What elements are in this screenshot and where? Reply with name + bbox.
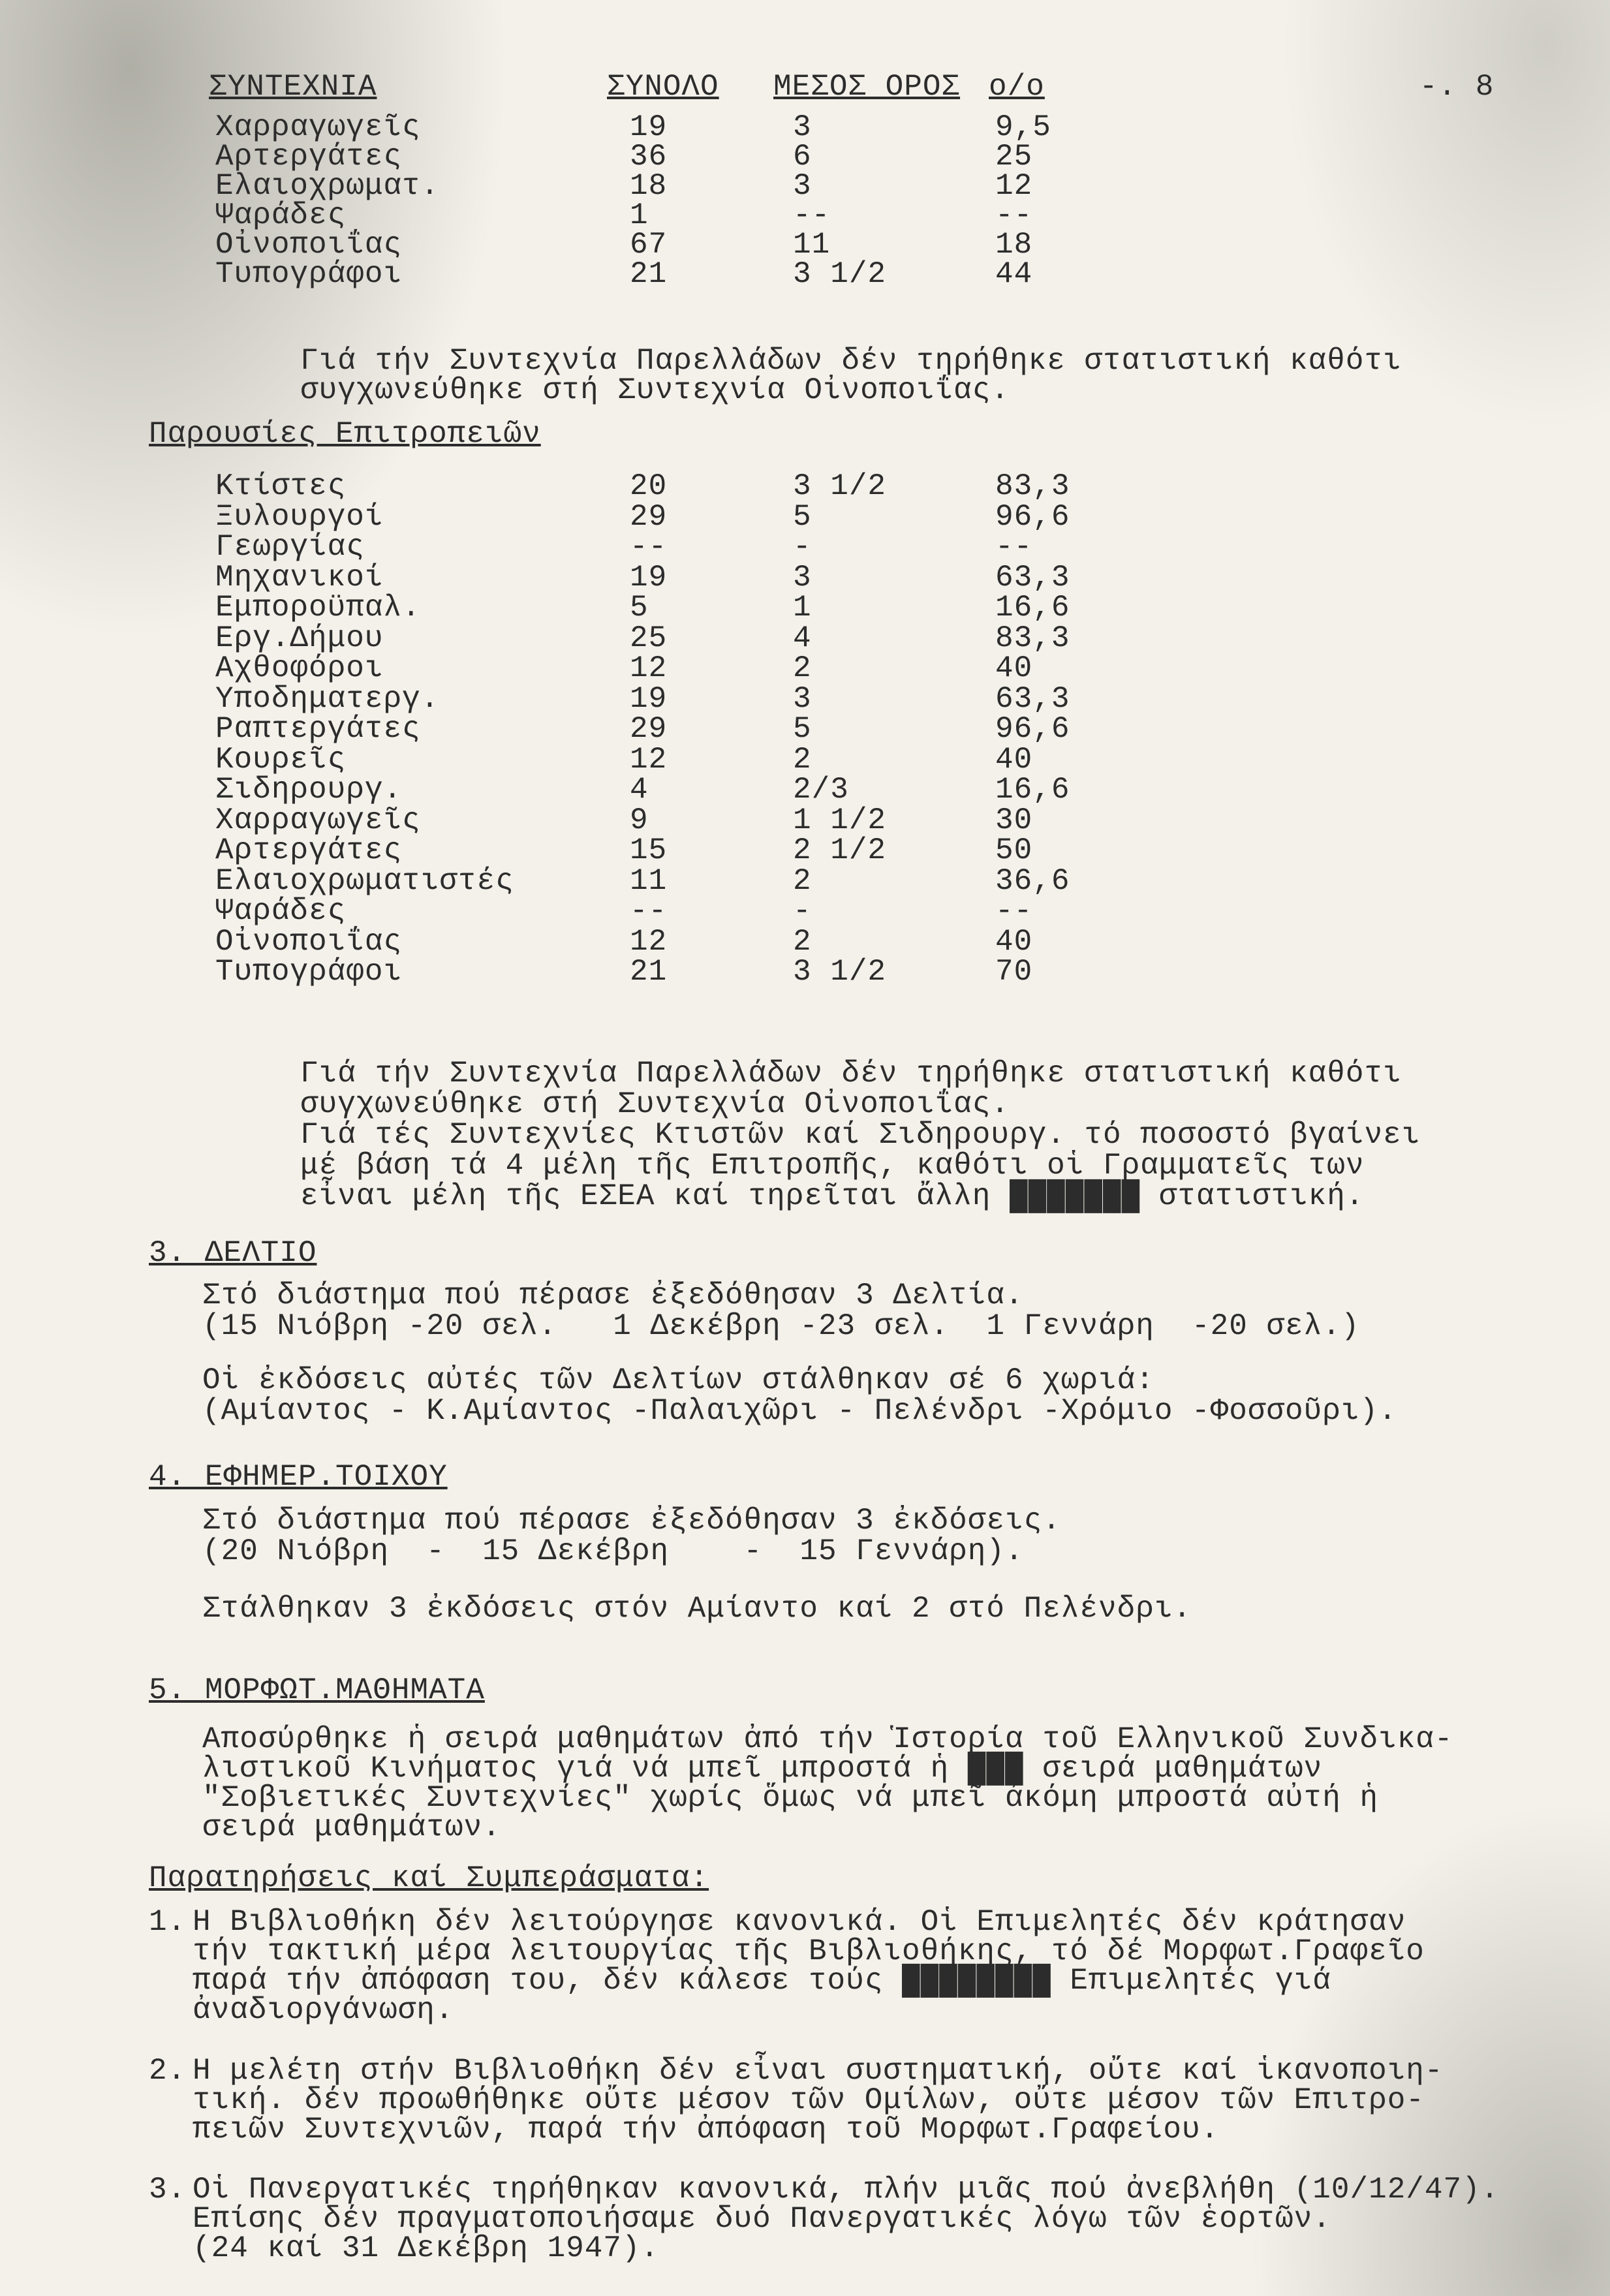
page-number: -. 8	[1419, 70, 1494, 104]
col-header-pct: ο/ο	[989, 70, 1045, 104]
union-name: Χαρραγωγεῖς	[215, 110, 421, 144]
table-row	[215, 773, 1129, 806]
pct-value: 96,6	[995, 499, 1070, 534]
total-value: 1	[630, 198, 649, 232]
avg-value: 4	[793, 621, 812, 655]
text-line: μέ βάση τά 4 μέλη τῆς Επιτροπῆς, καθότι οἱ Γραμματεῖς των	[300, 1149, 1365, 1183]
table-row	[215, 622, 1129, 655]
pct-value: 83,3	[995, 469, 1070, 503]
table-row	[215, 470, 1129, 503]
avg-value: -	[793, 894, 812, 928]
avg-value: 3	[793, 110, 812, 144]
total-value: 9	[630, 803, 649, 837]
pct-value: 16,6	[995, 773, 1070, 807]
pct-value: --	[995, 530, 1033, 564]
observation-line: Η Βιβλιοθήκη δέν λειτούργησε κανονικά. Οἱ Επιμελητές δέν κράτησαν	[193, 1905, 1406, 1939]
avg-value: 2	[793, 863, 812, 898]
total-value: 5	[630, 591, 649, 625]
total-value: 25	[630, 621, 668, 655]
section-5-title: 5. ΜΟΡΦΩΤ.ΜΑΘΗΜΑΤΑ	[149, 1673, 485, 1707]
avg-value: 3 1/2	[793, 955, 887, 989]
union-name: Κτίστες	[215, 469, 347, 503]
avg-value: 2	[793, 651, 812, 685]
observation-line: ἀναδιοργάνωση.	[193, 1993, 454, 2027]
table-row	[215, 170, 1129, 202]
table-row	[215, 591, 1129, 624]
text-line: Γιά τήν Συντεχνία Παρελλάδων δέν τηρήθηκε στατιστική καθότι	[300, 1057, 1402, 1091]
observation-number: 3.	[149, 2173, 187, 2207]
union-name: Μηχανικοί	[215, 560, 384, 595]
pct-value: 83,3	[995, 621, 1070, 655]
union-name: Κουρεῖς	[215, 742, 347, 777]
avg-value: 5	[793, 499, 812, 534]
total-value: 29	[630, 499, 668, 534]
observation-line: Οἱ Πανεργατικές τηρήθηκαν κανονικά, πλήν μιᾶς πού ἀνεβλήθη (10/12/47).	[193, 2173, 1500, 2207]
total-value: 12	[630, 651, 668, 685]
pct-value: 50	[995, 833, 1033, 867]
total-value: 19	[630, 681, 668, 716]
avg-value: 3	[793, 681, 812, 716]
union-name: Χαρραγωγεῖς	[215, 803, 421, 837]
total-value: 21	[630, 955, 668, 989]
text-line: συγχωνεύθηκε στή Συντεχνία Οἰνοποιΐας.	[300, 1087, 1010, 1121]
text-line: (Αμίαντος - Κ.Αμίαντος -Παλαιχῶρι - Πελένδρι -Χρόμιο -Φοσσοῦρι).	[202, 1394, 1397, 1428]
table-row	[215, 804, 1129, 837]
pct-value: 18	[995, 228, 1033, 262]
union-name: Ελαιοχρωματ.	[215, 169, 440, 203]
pct-value: --	[995, 198, 1033, 232]
avg-value: 11	[793, 228, 831, 262]
pct-value: 9,5	[995, 110, 1051, 144]
pct-value: 36,6	[995, 863, 1070, 898]
total-value: 29	[630, 712, 668, 746]
union-name: Ελαιοχρωματιστές	[215, 863, 514, 898]
pct-value: 63,3	[995, 560, 1070, 595]
total-value: 4	[630, 773, 649, 807]
union-name: Οἰνοποιΐας	[215, 924, 403, 959]
union-name: Αρτεργάτες	[215, 833, 403, 867]
text-line: Γιά τές Συντεχνίες Κτιστῶν καί Σιδηρουργ. τό ποσοστό βγαίνει	[300, 1118, 1421, 1152]
total-value: --	[630, 530, 668, 564]
total-value: 20	[630, 469, 668, 503]
text-line: Στάλθηκαν 3 ἐκδόσεις στόν Αμίαντο καί 2 στό Πελένδρι.	[202, 1592, 1192, 1626]
pct-value: 44	[995, 257, 1033, 291]
table-row	[215, 683, 1129, 715]
text-line: Γιά τήν Συντεχνία Παρελλάδων δέν τηρήθηκε στατιστική καθότι	[300, 344, 1402, 378]
observation-line: (24 καί 31 Δεκέβρη 1947).	[193, 2231, 660, 2265]
table-row	[215, 713, 1129, 745]
table-row	[215, 925, 1129, 958]
total-value: 67	[630, 228, 668, 262]
table-row	[215, 895, 1129, 927]
avg-value: 2 1/2	[793, 833, 887, 867]
total-value: 12	[630, 924, 668, 959]
table-row	[215, 111, 1129, 144]
table-row	[215, 228, 1129, 261]
col-header-union: ΣΥΝΤΕΧΝΙΑ	[209, 70, 377, 104]
pct-value: 63,3	[995, 681, 1070, 716]
table-row	[215, 955, 1129, 988]
union-name: Αρτεργάτες	[215, 140, 403, 174]
observation-line: παρά τήν ἀπόφαση του, δέν κάλεσε τούς ████████ Επιμελητές γιά	[193, 1964, 1331, 1998]
total-value: 36	[630, 140, 668, 174]
text-line: σειρά μαθημάτων.	[202, 1810, 501, 1844]
pct-value: 40	[995, 742, 1033, 777]
union-name: Σιδηρουργ.	[215, 773, 403, 807]
pct-value: 30	[995, 803, 1033, 837]
observation-line: Επίσης δέν πραγματοποιήσαμε δυό Πανεργατικές λόγω τῶν ἑορτῶν.	[193, 2202, 1331, 2236]
text-line: (20 Νιόβρη - 15 Δεκέβρη - 15 Γεννάρη).	[202, 1534, 1024, 1568]
table-row	[215, 199, 1129, 232]
section-4-title: 4. ΕΦΗΜΕΡ.ΤΟΙΧΟΥ	[149, 1460, 448, 1494]
table-row	[215, 258, 1129, 290]
text-line: εἶναι μέλη τῆς ΕΣΕΑ καί τηρεῖται ἄλλη ███████ στατιστική.	[300, 1179, 1365, 1213]
observation-line: Η μελέτη στήν Βιβλιοθήκη δέν εἶναι συστηματική, οὔτε καί ἱκανοποιη-	[193, 2054, 1444, 2088]
union-name: Αχθοφόροι	[215, 651, 384, 685]
total-value: 21	[630, 257, 668, 291]
text-line: συγχωνεύθηκε στή Συντεχνία Οἰνοποιΐας.	[300, 373, 1010, 407]
avg-value: 6	[793, 140, 812, 174]
avg-value: 5	[793, 712, 812, 746]
observations-title: Παρατηρήσεις καί Συμπεράσματα:	[149, 1861, 709, 1895]
total-value: --	[630, 894, 668, 928]
text-line: Στό διάστημα πού πέρασε ἐξεδόθησαν 3 Δελτία.	[202, 1279, 1024, 1312]
table-row	[215, 140, 1129, 173]
text-line: Στό διάστημα πού πέρασε ἐξεδόθησαν 3 ἐκδόσεις.	[202, 1504, 1061, 1538]
text-line: (15 Νιόβρη -20 σελ. 1 Δεκέβρη -23 σελ. 1 Γεννάρη -20 σελ.)	[202, 1309, 1360, 1343]
union-name: Ψαράδες	[215, 894, 347, 928]
union-name: Εργ.Δήμου	[215, 621, 384, 655]
observation-line: τική. δέν προωθήθηκε οὔτε μέσον τῶν Ομίλων, οὔτε μέσον τῶν Επιτρο-	[193, 2083, 1425, 2117]
pct-value: 70	[995, 955, 1033, 989]
observation-line: τήν τακτική μέρα λειτουργίας τῆς Βιβλιοθήκης, τό δέ Μορφωτ.Γραφεῖο	[193, 1934, 1425, 1968]
total-value: 15	[630, 833, 668, 867]
total-value: 12	[630, 742, 668, 777]
pct-value: 40	[995, 924, 1033, 959]
observation-number: 1.	[149, 1905, 187, 1939]
observation-number: 2.	[149, 2054, 187, 2088]
total-value: 19	[630, 110, 668, 144]
avg-value: 3	[793, 560, 812, 595]
text-line: Αποσύρθηκε ἡ σειρά μαθημάτων ἀπό τήν Ἱστορία τοῦ Ελληνικοῦ Συνδικα-	[202, 1722, 1453, 1756]
col-header-total: ΣΥΝΟΛΟ	[607, 70, 719, 104]
table-row	[215, 531, 1129, 563]
avg-value: 2	[793, 924, 812, 959]
union-name: Εμποροϋπαλ.	[215, 591, 421, 625]
text-line: "Σοβιετικές Συντεχνίες" χωρίς ὅμως νά μπεῖ ἀκόμη μπροστά αὐτή ἡ	[202, 1781, 1379, 1815]
avg-value: 3 1/2	[793, 257, 887, 291]
avg-value: 2/3	[793, 773, 849, 807]
pct-value: 16,6	[995, 591, 1070, 625]
table-row	[215, 561, 1129, 594]
pct-value: 40	[995, 651, 1033, 685]
avg-value: 1	[793, 591, 812, 625]
union-name: Τυπογράφοι	[215, 257, 403, 291]
avg-value: 3	[793, 169, 812, 203]
avg-value: 3 1/2	[793, 469, 887, 503]
section-3-title: 3. ΔΕΛΤΙΟ	[149, 1236, 317, 1270]
text-line: λιστικοῦ Κινήματος γιά νά μπεῖ μπροστά ἡ ███ σειρά μαθημάτων	[202, 1752, 1323, 1786]
union-name: Ψαράδες	[215, 198, 347, 232]
union-name: Οἰνοποιΐας	[215, 228, 403, 262]
avg-value: 1 1/2	[793, 803, 887, 837]
table-row	[215, 834, 1129, 867]
pct-value: --	[995, 894, 1033, 928]
col-header-avg: ΜΕΣΟΣ ΟΡΟΣ	[773, 70, 961, 104]
table-row	[215, 743, 1129, 776]
avg-value: -	[793, 530, 812, 564]
pct-value: 96,6	[995, 712, 1070, 746]
table-row	[215, 501, 1129, 533]
union-name: Ξυλουργοί	[215, 499, 384, 534]
union-name: Υποδηματεργ.	[215, 681, 440, 716]
union-name: Τυπογράφοι	[215, 955, 403, 989]
committees-title: Παρουσίες Επιτροπειῶν	[149, 417, 541, 451]
total-value: 18	[630, 169, 668, 203]
total-value: 11	[630, 863, 668, 898]
pct-value: 25	[995, 140, 1033, 174]
avg-value: --	[793, 198, 831, 232]
observation-line: πειῶν Συντεχνιῶν, παρά τήν ἀπόφαση τοῦ Μορφωτ.Γραφείου.	[193, 2113, 1220, 2147]
table-row	[215, 865, 1129, 897]
union-name: Ραπτεργάτες	[215, 712, 421, 746]
pct-value: 12	[995, 169, 1033, 203]
union-name: Γεωργίας	[215, 530, 365, 564]
text-line: Οἱ ἐκδόσεις αὐτές τῶν Δελτίων στάλθηκαν σέ 6 χωριά:	[202, 1363, 1154, 1397]
table-row	[215, 652, 1129, 685]
total-value: 19	[630, 560, 668, 595]
avg-value: 2	[793, 742, 812, 777]
